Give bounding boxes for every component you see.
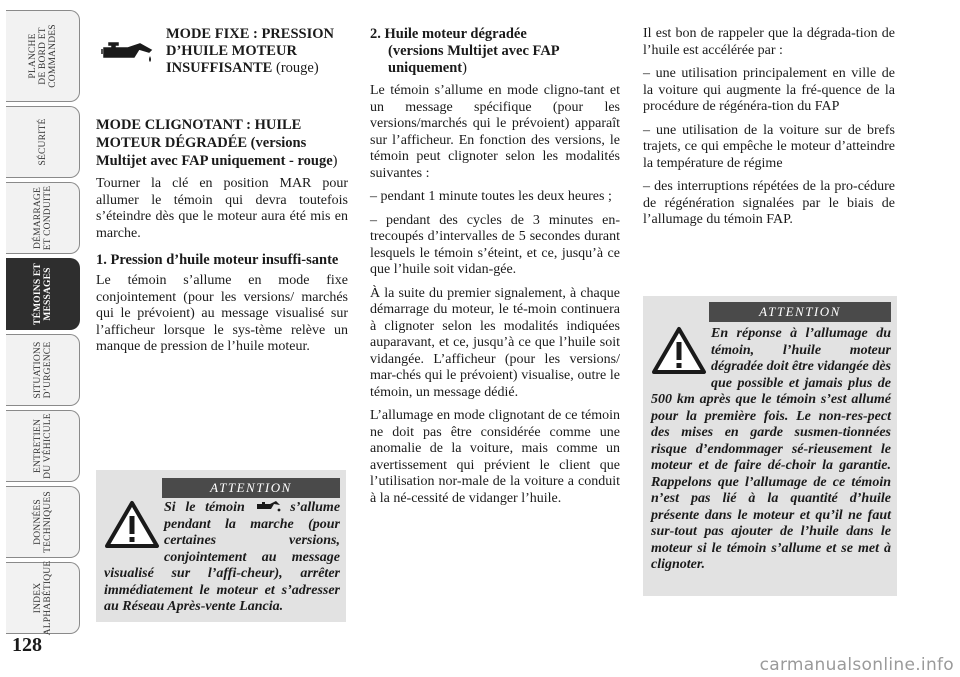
paragraph: À la suite du premier signalement, à chaque démarrage du moteur, le té-moin continuera à clignoter selon les modalités indiquées auparavant, et ce, jusqu’à ce que l’huile soit vidangée. L’afficheur (pour les versions/ mar-chés qui le prévoient) visualise, outre le témoin, un message dédié.: [370, 285, 620, 400]
attention-label: ATTENTION: [162, 478, 340, 498]
tab-planche-de-bord[interactable]: [6, 10, 80, 102]
subheading-close: ): [462, 60, 467, 76]
subheading-line: uniquement: [388, 60, 463, 76]
paragraph: Il est bon de rappeler que la dégrada-tion de l’huile est accélérée par :: [643, 26, 895, 58]
blinking-mode-heading: [96, 116, 348, 170]
tab-donnees-techniques[interactable]: [6, 486, 80, 558]
tab-label: ENTRETIEN DU VÉHICULE: [32, 413, 53, 479]
subheading-degraded-oil: [370, 26, 620, 77]
paragraph: L’allumage en mode clignotant de ce témoin ne doit pas être considérée comme une anomalie de la voiture, mais comme un avertissement qui prévient le client que l’utilisation nor-male de la voiture a conduit à la né-cessité de vidanger l’huile.: [370, 408, 620, 506]
attention-label: ATTENTION: [709, 302, 891, 322]
oil-can-icon: [98, 40, 154, 66]
attention-text-start: Si le témoin: [164, 500, 245, 515]
watermark: carmanualsonline.info: [759, 655, 954, 675]
warning-triangle-icon: [651, 326, 711, 376]
warning-triangle-icon: [104, 500, 164, 550]
blinking-mode-heading-close: ): [332, 153, 338, 169]
paragraph: – des interruptions répétées de la pro-cédure de régénération signalées par le biais de l’allumage du témoin FAP.: [643, 179, 895, 227]
blinking-mode-heading-text: MODE CLIGNOTANT : HUILE MOTEUR DÉGRADÉE (versions Multijet avec FAP uniquement - rouge: [96, 117, 333, 169]
attention-text: [104, 500, 340, 616]
tab-label: SITUATIONS D’URGENCE: [32, 341, 53, 399]
tab-entretien[interactable]: [6, 410, 80, 482]
paragraph: – pendant 1 minute toutes les deux heures ;: [370, 189, 612, 204]
tab-securite[interactable]: [6, 106, 80, 178]
tab-temoins-messages[interactable]: [6, 258, 80, 330]
fixed-mode-color: (rouge): [275, 60, 319, 76]
subheading-line: 2. Huile moteur dégradée: [370, 26, 527, 42]
paragraph: Le témoin s’allume en mode cligno-tant et un message spécifique (pour les versions/marchés qui le prévoient) apparaît sur l’afficheur. En fonction des versions, le témoin peut clignoter selon les modalités suivantes :: [370, 83, 620, 181]
attention-text-content: En réponse à l’allumage du témoin, l’huile moteur dégradée doit être vidangée dès que possible et jamais plus de 500 km après que le témoin s’est allumé pour la première fois. Le non-res-pect des mises en garde susmen-tionnées risque d’endommager sé-rieusement le moteur et de faire dé-choir la garantie. Rappelons que l’allumage de ce témoin n’est pas lié à la quantité d’huile présente dans le moteur et qu’il ne faut sur-tout pas ajouter de l’huile dans le moteur si le témoin s’allume et se met à clignoter.: [651, 326, 891, 572]
paragraph: – une utilisation principalement en ville de la voiture qui augmente la fré-quence de la procédure de régénéra-tion du FAP: [643, 66, 895, 114]
chapter-tabs: [0, 0, 86, 640]
column-1: [96, 26, 348, 363]
tab-label: TÉMOINS ET MESSAGES: [32, 263, 53, 325]
paragraph: – pendant des cycles de 3 minutes en-trecoupés d’intervalles de 5 secondes durant lesquels le témoin s’éteint, et ce, jusqu’à ce que l’huile soit vidan-gée.: [370, 212, 620, 277]
fixed-mode-heading-block: [96, 26, 348, 98]
attention-text-rest: s’allume pendant la marche (pour certaines versions, conjointement au message visualisé sur l’affi-cheur), arrêter immédiatement le moteur et s’adresser au Réseau Après-vente Lancia.: [104, 500, 341, 614]
fixed-mode-heading-text: MODE FIXE : PRESSION D’HUILE MOTEUR INSUFFISANTE: [166, 26, 334, 76]
tab-label: SÉCURITÉ: [37, 118, 48, 166]
subheading-line: (versions Multijet avec FAP: [388, 43, 560, 59]
tab-label: INDEX ALPHABÉTIQUE: [32, 560, 53, 636]
attention-text: [651, 326, 891, 574]
attention-box-2: [643, 296, 897, 596]
attention-box-1: [96, 470, 346, 622]
page-number: 128: [12, 634, 42, 656]
column-2: [370, 26, 620, 514]
tab-index[interactable]: [6, 562, 80, 634]
oil-can-icon: [255, 500, 281, 512]
paragraph: – une utilisation de la voiture sur de brefs trajets, ce qui empêche le moteur d’atteindre la température de régime: [643, 122, 895, 171]
paragraph: Le témoin s’allume en mode fixe conjointement (pour les versions/ marchés qui le prévoient) au message visualisé sur l’afficheur lorsque le sys-tème relève un manque de pression de l’huile moteur.: [96, 273, 348, 354]
tab-label: DÉMARRAGE ET CONDUITE: [32, 185, 53, 251]
column-3: [643, 26, 895, 236]
fixed-mode-heading: [166, 26, 348, 77]
tab-situations-urgence[interactable]: [6, 334, 80, 406]
subheading-oil-pressure: 1. Pression d’huile moteur insuffi-sante: [96, 252, 339, 268]
tab-label: DONNÉES TECHNIQUES: [32, 491, 53, 553]
tab-label: PLANCHE DE BORD ET COMMANDES: [27, 24, 58, 88]
tab-demarrage[interactable]: [6, 182, 80, 254]
paragraph: Tourner la clé en position MAR pour allumer le témoin qui devra toutefois s’éteindre dès que le moteur aura été mis en marche.: [96, 176, 348, 241]
